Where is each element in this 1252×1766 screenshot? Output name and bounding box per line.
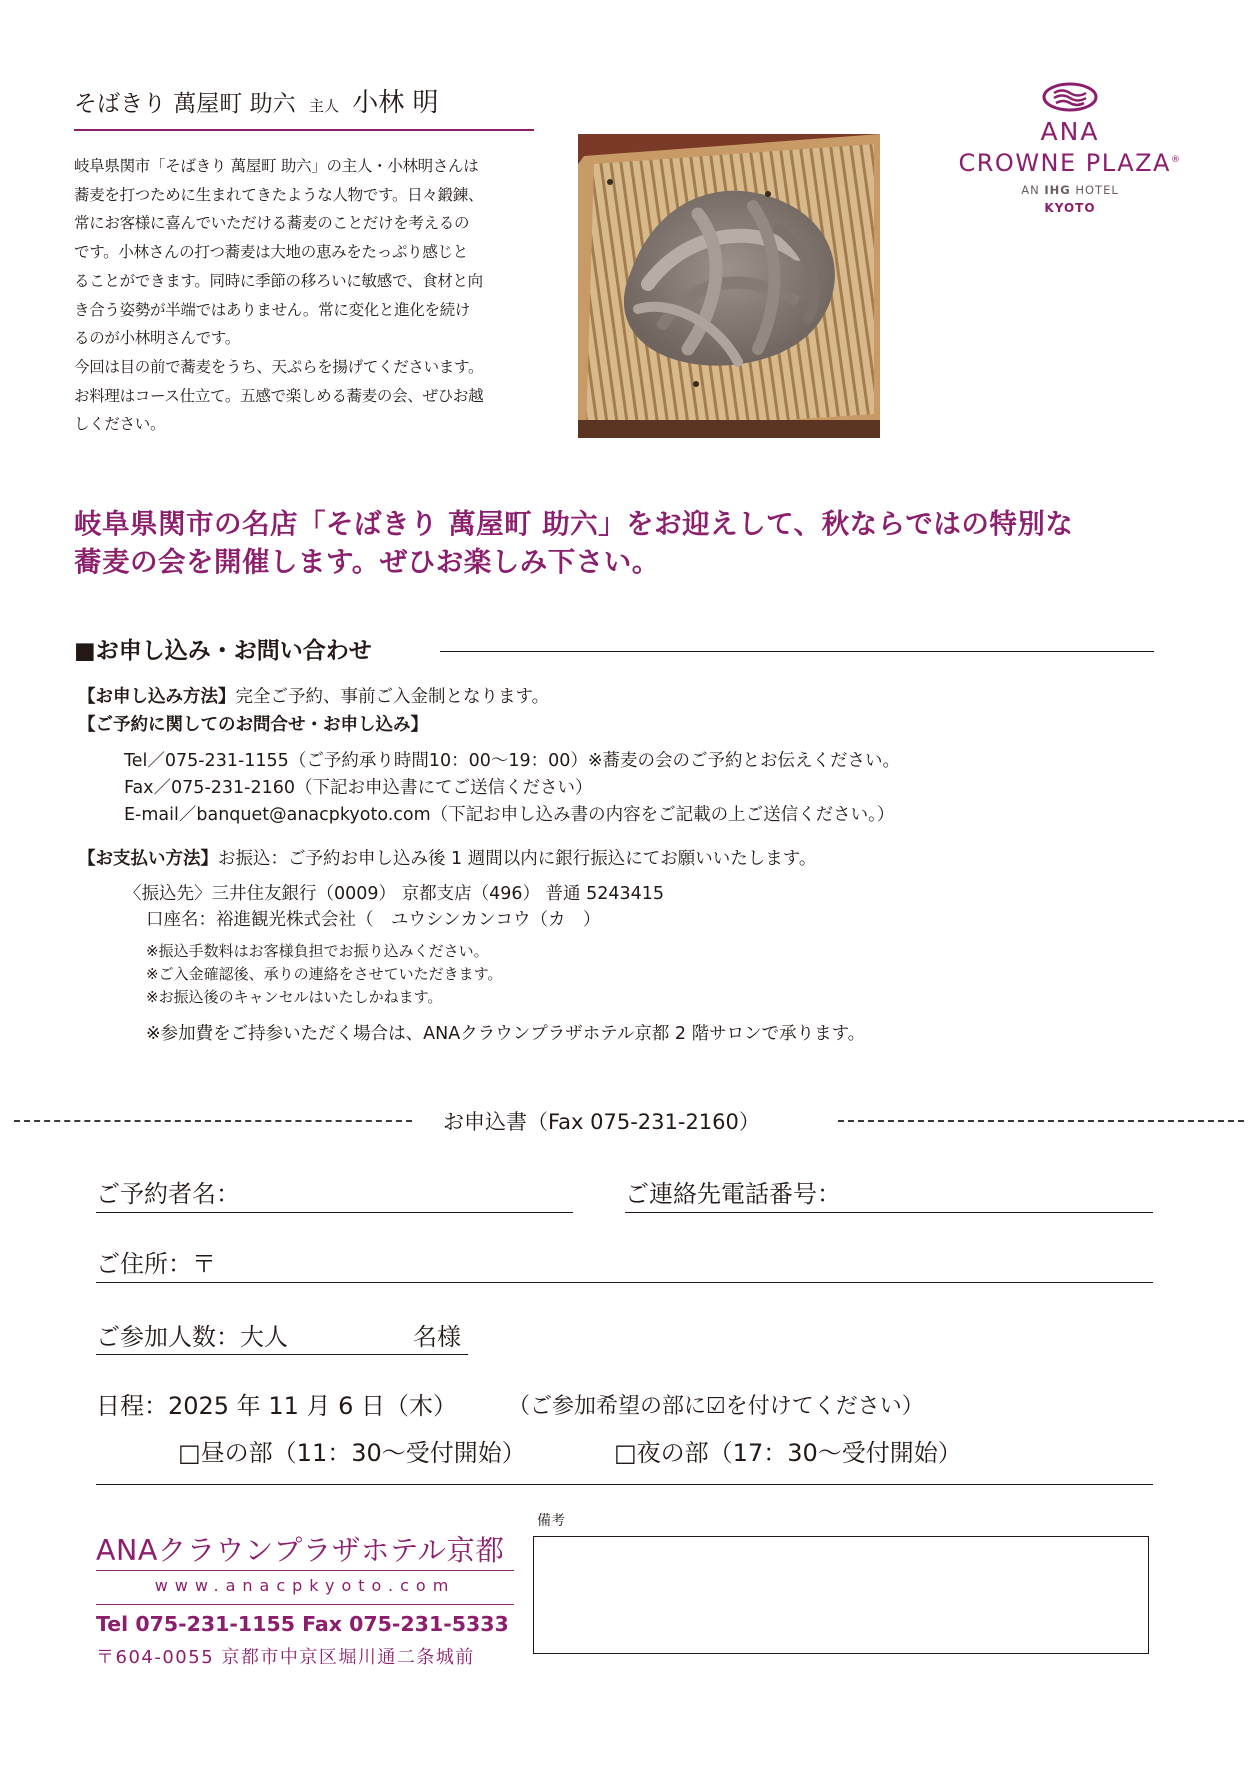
intro-line: です。小林さんの打つ蕎麦は大地の恵みをたっぷり感じと [74, 243, 468, 262]
event-headline [74, 505, 1194, 581]
inquiry-label: 【ご予約に関してのお問合せ・お申し込み】 [78, 715, 428, 735]
contact-tel: Tel／075-231-1155（ご予約承り時間10：00〜19：00）※蕎麦の会のご予約とお伝えください。 [124, 751, 901, 771]
payment-method-label: 【お支払い方法】 [78, 849, 218, 869]
chef-role: 主人 [308, 97, 339, 115]
logo-ana: ANA [1040, 117, 1100, 146]
application-method-text: 完全ご予約、事前ご入金制となります。 [235, 687, 550, 707]
phone-label: ご連絡先電話番号： [625, 1180, 841, 1208]
registered-mark: ® [1170, 155, 1182, 165]
contact-email[interactable]: E-mail／banquet@anacpkyoto.com（下記お申し込み書の内容をご記載の上ご送信ください。） [124, 805, 895, 825]
chef-divider [74, 129, 534, 131]
intro-line: 常にお客様に喜んでいただける蕎麦のことだけを考えるの [74, 214, 470, 233]
headline-line-2: 蕎麦の会を開催します。ぜひお楽しみ下さい。 [74, 546, 660, 578]
contact-fax: Fax／075-231-2160（下記お申込書にてご送信ください） [124, 778, 593, 798]
dinner-session-checkbox[interactable]: □夜の部（17：30〜受付開始） [614, 1439, 962, 1467]
guests-field[interactable] [96, 1354, 468, 1355]
form-divider [96, 1484, 1153, 1485]
headline-line-1: 岐阜県関市の名店「そばきり 萬屋町 助六」をお迎えして、秋ならではの特別な [74, 508, 1074, 540]
logo-ihg-line [955, 183, 1185, 197]
payment-note: ※ご入金確認後、承りの連絡をさせていただきます。 [146, 965, 503, 983]
intro-line: 蕎麦を打つために生まれてきたような人物です。日々鍛錬、 [74, 185, 484, 204]
intro-line: 岐阜県関市「そばきり 萬屋町 助六」の主人・小林明さんは [74, 157, 479, 175]
intro-line: ることができます。同時に季節の移ろいに敏感で、食材と向 [74, 271, 483, 290]
intro-line: き合う姿勢が半端ではありません。常に変化と進化を続け [74, 300, 471, 319]
hotel-divider [96, 1570, 514, 1571]
salon-note: ※参加費をご持参いただく場合は、ANAクラウンプラザホテル京都 2 階サロンで承ります。 [146, 1024, 866, 1044]
address-field[interactable] [96, 1282, 1153, 1283]
intro-line: しください。 [74, 415, 166, 434]
intro-line: 今回は目の前で蕎麦をうち、天ぷらを揚げてくださいます。 [74, 357, 484, 376]
intro-text [74, 152, 544, 439]
logo-kyoto: KYOTO [1044, 201, 1096, 215]
intro-line: るのが小林明さんです。 [74, 329, 240, 348]
guests-label: ご参加人数：大人 [96, 1323, 288, 1351]
hotel-website[interactable]: www.anacpkyoto.com [154, 1576, 456, 1595]
soba-photo [578, 134, 880, 438]
phone-field[interactable] [625, 1212, 1153, 1213]
payment-note: ※お振込後のキャンセルはいたしかねます。 [146, 988, 443, 1006]
application-method-label: 【お申し込み方法】 [78, 687, 236, 707]
chef-prefix: そばきり 萬屋町 助六 [74, 91, 296, 117]
chef-name: 小林 明 [352, 88, 439, 118]
contact-divider [440, 651, 1154, 652]
address-label: ご住所：〒 [96, 1250, 216, 1278]
intro-line: お料理はコース仕立て。五感で楽しめる蕎麦の会、ぜひお越 [74, 386, 484, 405]
logo-ihg-prefix: AN [1021, 183, 1045, 197]
remarks-label: 備考 [537, 1513, 565, 1529]
hotel-address: 〒604-0055 京都市中京区堀川通二条城前 [96, 1647, 475, 1668]
remarks-field[interactable] [533, 1536, 1149, 1654]
cut-line-right [838, 1120, 1244, 1122]
logo-crowne-plaza-text: CROWNE PLAZA [958, 149, 1171, 177]
hotel-divider [96, 1604, 514, 1605]
cut-line-left [14, 1120, 412, 1122]
lunch-session-checkbox[interactable]: □昼の部（11：30〜受付開始） [178, 1439, 526, 1467]
guests-unit: 名様 [413, 1323, 461, 1351]
payment-note: ※振込手数料はお客様負担でお振り込みください。 [146, 942, 489, 960]
application-method [78, 683, 549, 708]
chef-title [74, 82, 439, 119]
hotel-name: ANAクラウンプラザホテル京都 [96, 1534, 505, 1567]
hotel-tel-fax: Tel 075-231-1155 Fax 075-231-5333 [96, 1612, 509, 1636]
hotel-logo [955, 80, 1185, 215]
crown-wave-icon [1041, 80, 1099, 114]
logo-ihg-brand: IHG [1044, 183, 1071, 197]
account-name: 口座名：裕進観光株式会社（ ユウシンカンコウ（カ ） [146, 910, 601, 930]
reservation-name-field[interactable] [96, 1212, 573, 1213]
schedule-note: （ご参加希望の部に☑を付けてください） [508, 1394, 924, 1419]
contact-heading: ■お申し込み・お問い合わせ [74, 638, 372, 664]
logo-ihg-suffix: HOTEL [1070, 183, 1119, 197]
form-title: お申込書（Fax 075-231-2160） [443, 1110, 760, 1134]
payment-method [78, 845, 816, 870]
event-schedule: 日程：2025 年 11 月 6 日（木） [96, 1392, 458, 1420]
logo-crowne-plaza [955, 146, 1185, 177]
bank-details: 〈振込先〉三井住友銀行（0009） 京都支店（496） 普通 5243415 [124, 884, 665, 904]
reservation-name-label: ご予約者名： [96, 1180, 240, 1208]
payment-method-text: お振込：ご予約お申し込み後 1 週間以内に銀行振込にてお願いいたします。 [218, 849, 817, 869]
